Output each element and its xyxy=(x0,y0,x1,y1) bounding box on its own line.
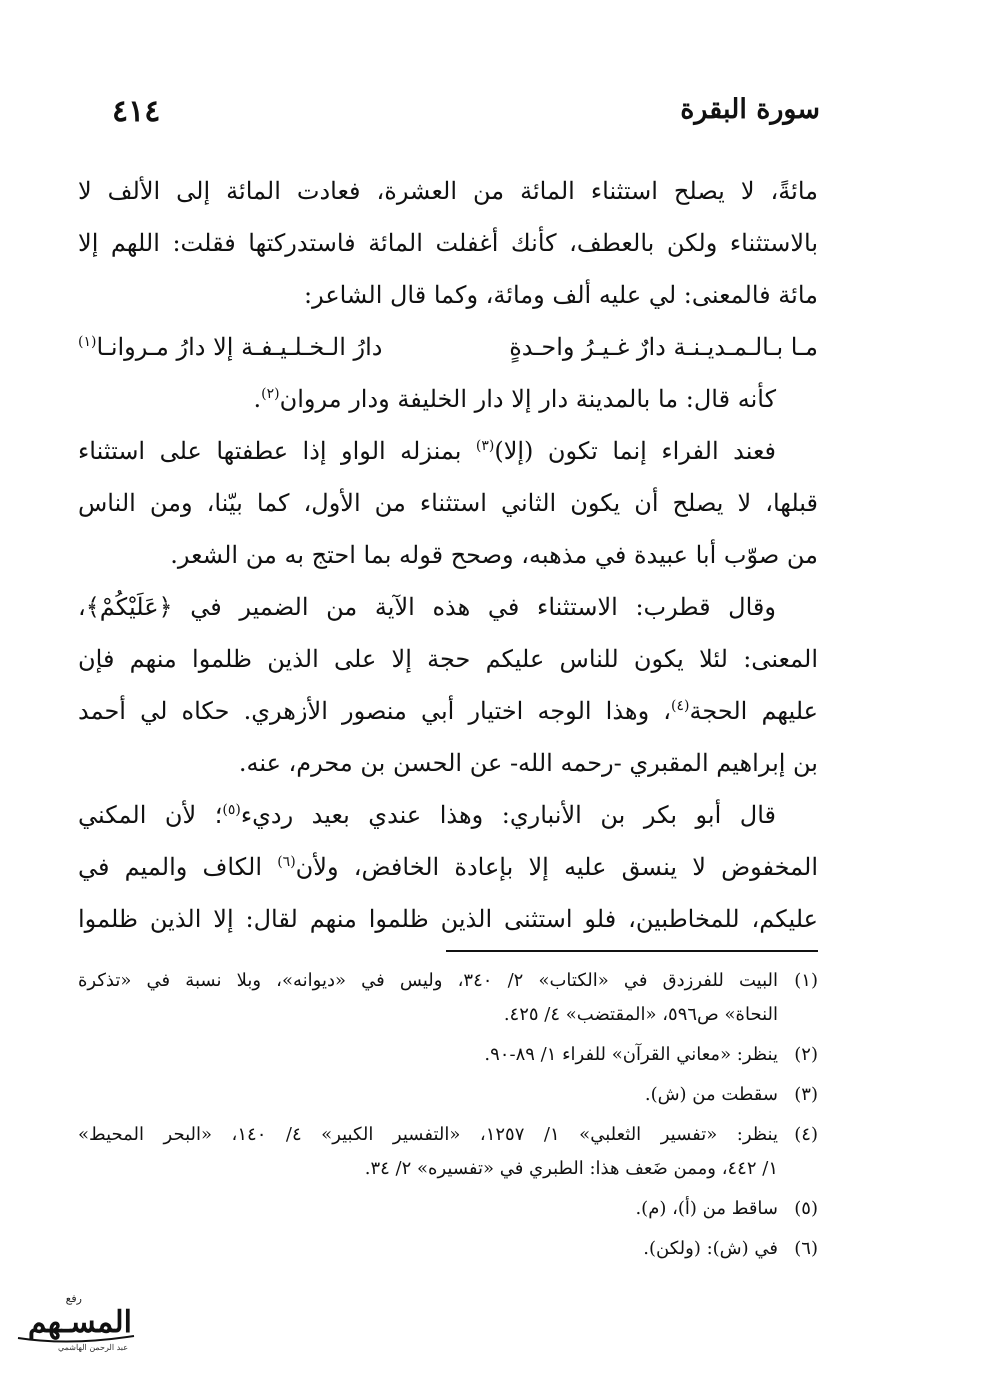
verse-second-hemistich-wrap xyxy=(78,321,382,373)
stamp-sub-text: عبد الرحمن الهاشمي xyxy=(58,1343,128,1352)
footnotes xyxy=(78,964,818,1272)
text-line xyxy=(78,685,818,737)
text-line: مائة فالمعنى: لي عليه ألف ومائة، وكما قال الشاعر: xyxy=(304,281,818,309)
footnote-body xyxy=(78,1078,778,1112)
text-line: من صوّب أبا عبيدة في مذهبه، وصحح قوله بما احتج به من الشعر. xyxy=(170,541,818,569)
text-segment: قال أبو بكر بن الأنباري: وهذا عندي بعيد رديء xyxy=(240,801,777,829)
footnote xyxy=(78,1078,818,1112)
text-segment: ؛ لأن المكني xyxy=(78,801,223,829)
text-segment: المخفوض لا ينسق عليه إلا بإعادة الخافض، ولأن xyxy=(295,853,818,881)
footnote-line: في (ش): (ولكن). xyxy=(643,1238,778,1259)
footnote-body xyxy=(78,1038,778,1072)
footnote-line: سقطت من (ش). xyxy=(644,1084,778,1105)
text-line xyxy=(78,841,818,893)
text-line: المعنى: لئلا يكون للناس عليكم حجة إلا على الذين ظلموا منهم فإن xyxy=(78,645,818,673)
text-segment: ، وهذا الوجه اختيار أبي منصور الأزهري. حكاه لي أحمد xyxy=(78,697,672,725)
text-line: وقال قطرب: الاستثناء في هذه الآية من الضمير في ﴿عَلَيْكُمْ﴾، xyxy=(78,593,776,621)
text-line xyxy=(78,425,818,477)
footnote xyxy=(78,964,818,1032)
footnote-number: (١) xyxy=(794,970,818,991)
main-text xyxy=(78,165,818,945)
text-line xyxy=(78,789,818,841)
footnote-line: ١/ ٤٤٢، وممن ضَعف هذا: الطبري في «تفسيره» ٢/ ٣٤. xyxy=(364,1158,778,1179)
footnote-line: ينظر: «معاني القرآن» للفراء ١/ ٨٩-٩٠. xyxy=(484,1044,778,1065)
text-segment: فعند الفراء إنما تكون (إلا) xyxy=(494,437,776,465)
footnote-ref: (٥) xyxy=(222,802,241,818)
text-line: عليكم، للمخاطبين، فلو استثنى الذين ظلموا منهم لقال: إلا الذين ظلموا xyxy=(78,905,818,933)
surah-title: سورة البقرة xyxy=(680,94,820,125)
poetry-verse xyxy=(78,321,818,373)
verse-second-hemistich: دارُ الـخـلـيـفـة إلا دارُ مـروانـا xyxy=(96,333,383,361)
text-segment: عليهم الحجة xyxy=(689,697,818,725)
footnote-number: (٤) xyxy=(794,1124,818,1145)
stamp-top-text: رفع xyxy=(65,1292,82,1305)
page-header xyxy=(112,94,820,134)
text-line: قبلها، لا يصلح أن يكون الثاني استثناء من الأول، كما بيّنا، ومن الناس xyxy=(78,489,818,517)
text-segment: . xyxy=(253,385,262,413)
footnote-number: (٥) xyxy=(794,1198,818,1219)
footnote-line: النحاة» ص٥٩٦، «المقتضب» ٤/ ٤٢٥. xyxy=(503,1004,778,1025)
stamp-main-text: المسـهم xyxy=(27,1305,132,1340)
text-line xyxy=(78,373,818,425)
footnote-body xyxy=(78,1232,778,1266)
stamp-icon xyxy=(10,1288,140,1354)
footnote-number: (٢) xyxy=(794,1044,818,1065)
text-segment: الكاف والميم في xyxy=(78,853,278,881)
text-line: بالاستثناء ولكن بالعطف، كأنك أغفلت المائة فاستدركتها فقلت: اللهم إلا xyxy=(78,229,818,257)
footnote-ref: (١) xyxy=(78,334,97,350)
footnote-ref: (٤) xyxy=(671,698,690,714)
text-segment: كأنه قال: ما بالمدينة دار إلا دار الخليفة ودار مروان xyxy=(279,385,776,413)
footnote-line: البيت للفرزدق في «الكتاب» ٢/ ٣٤٠، وليس في «ديوانه»، وبلا نسبة في «تذكرة xyxy=(78,970,778,991)
text-segment: بمنزله الواو إذا عطفتها على استثناء xyxy=(78,437,476,465)
footnote-ref: (٦) xyxy=(277,854,296,870)
text-line: بن إبراهيم المقبري -رحمه الله- عن الحسن بن محرم، عنه. xyxy=(238,749,818,777)
footnote-ref: (٣) xyxy=(475,438,495,454)
library-stamp-logo xyxy=(10,1288,140,1354)
page-number: ٤١٤ xyxy=(112,94,161,129)
text-line: مائةً، لا يصلح استثناء المائة من العشرة، فعادت المائة إلى الألف لا xyxy=(78,177,818,205)
footnote-ref: (٢) xyxy=(261,386,280,402)
footnote-separator xyxy=(446,950,818,952)
footnote-line: ينظر: «تفسير الثعلبي» ١/ ١٢٥٧، «التفسير الكبير» ٤/ ١٤٠، «البحر المحيط» xyxy=(78,1124,778,1145)
footnote xyxy=(78,1232,818,1266)
footnote-number: (٣) xyxy=(794,1084,818,1105)
footnote xyxy=(78,1118,818,1186)
footnote-number: (٦) xyxy=(794,1238,818,1259)
footnote xyxy=(78,1038,818,1072)
footnote-line: ساقط من (أ)، (م). xyxy=(635,1198,778,1219)
footnote xyxy=(78,1192,818,1226)
footnote-body xyxy=(78,1192,778,1226)
footnote-body xyxy=(78,964,778,1032)
verse-first-hemistich: مـا بـالـمـديـنـة دارٌ غـيـرُ واحـدةٍ xyxy=(509,333,818,361)
footnote-body xyxy=(78,1118,778,1186)
